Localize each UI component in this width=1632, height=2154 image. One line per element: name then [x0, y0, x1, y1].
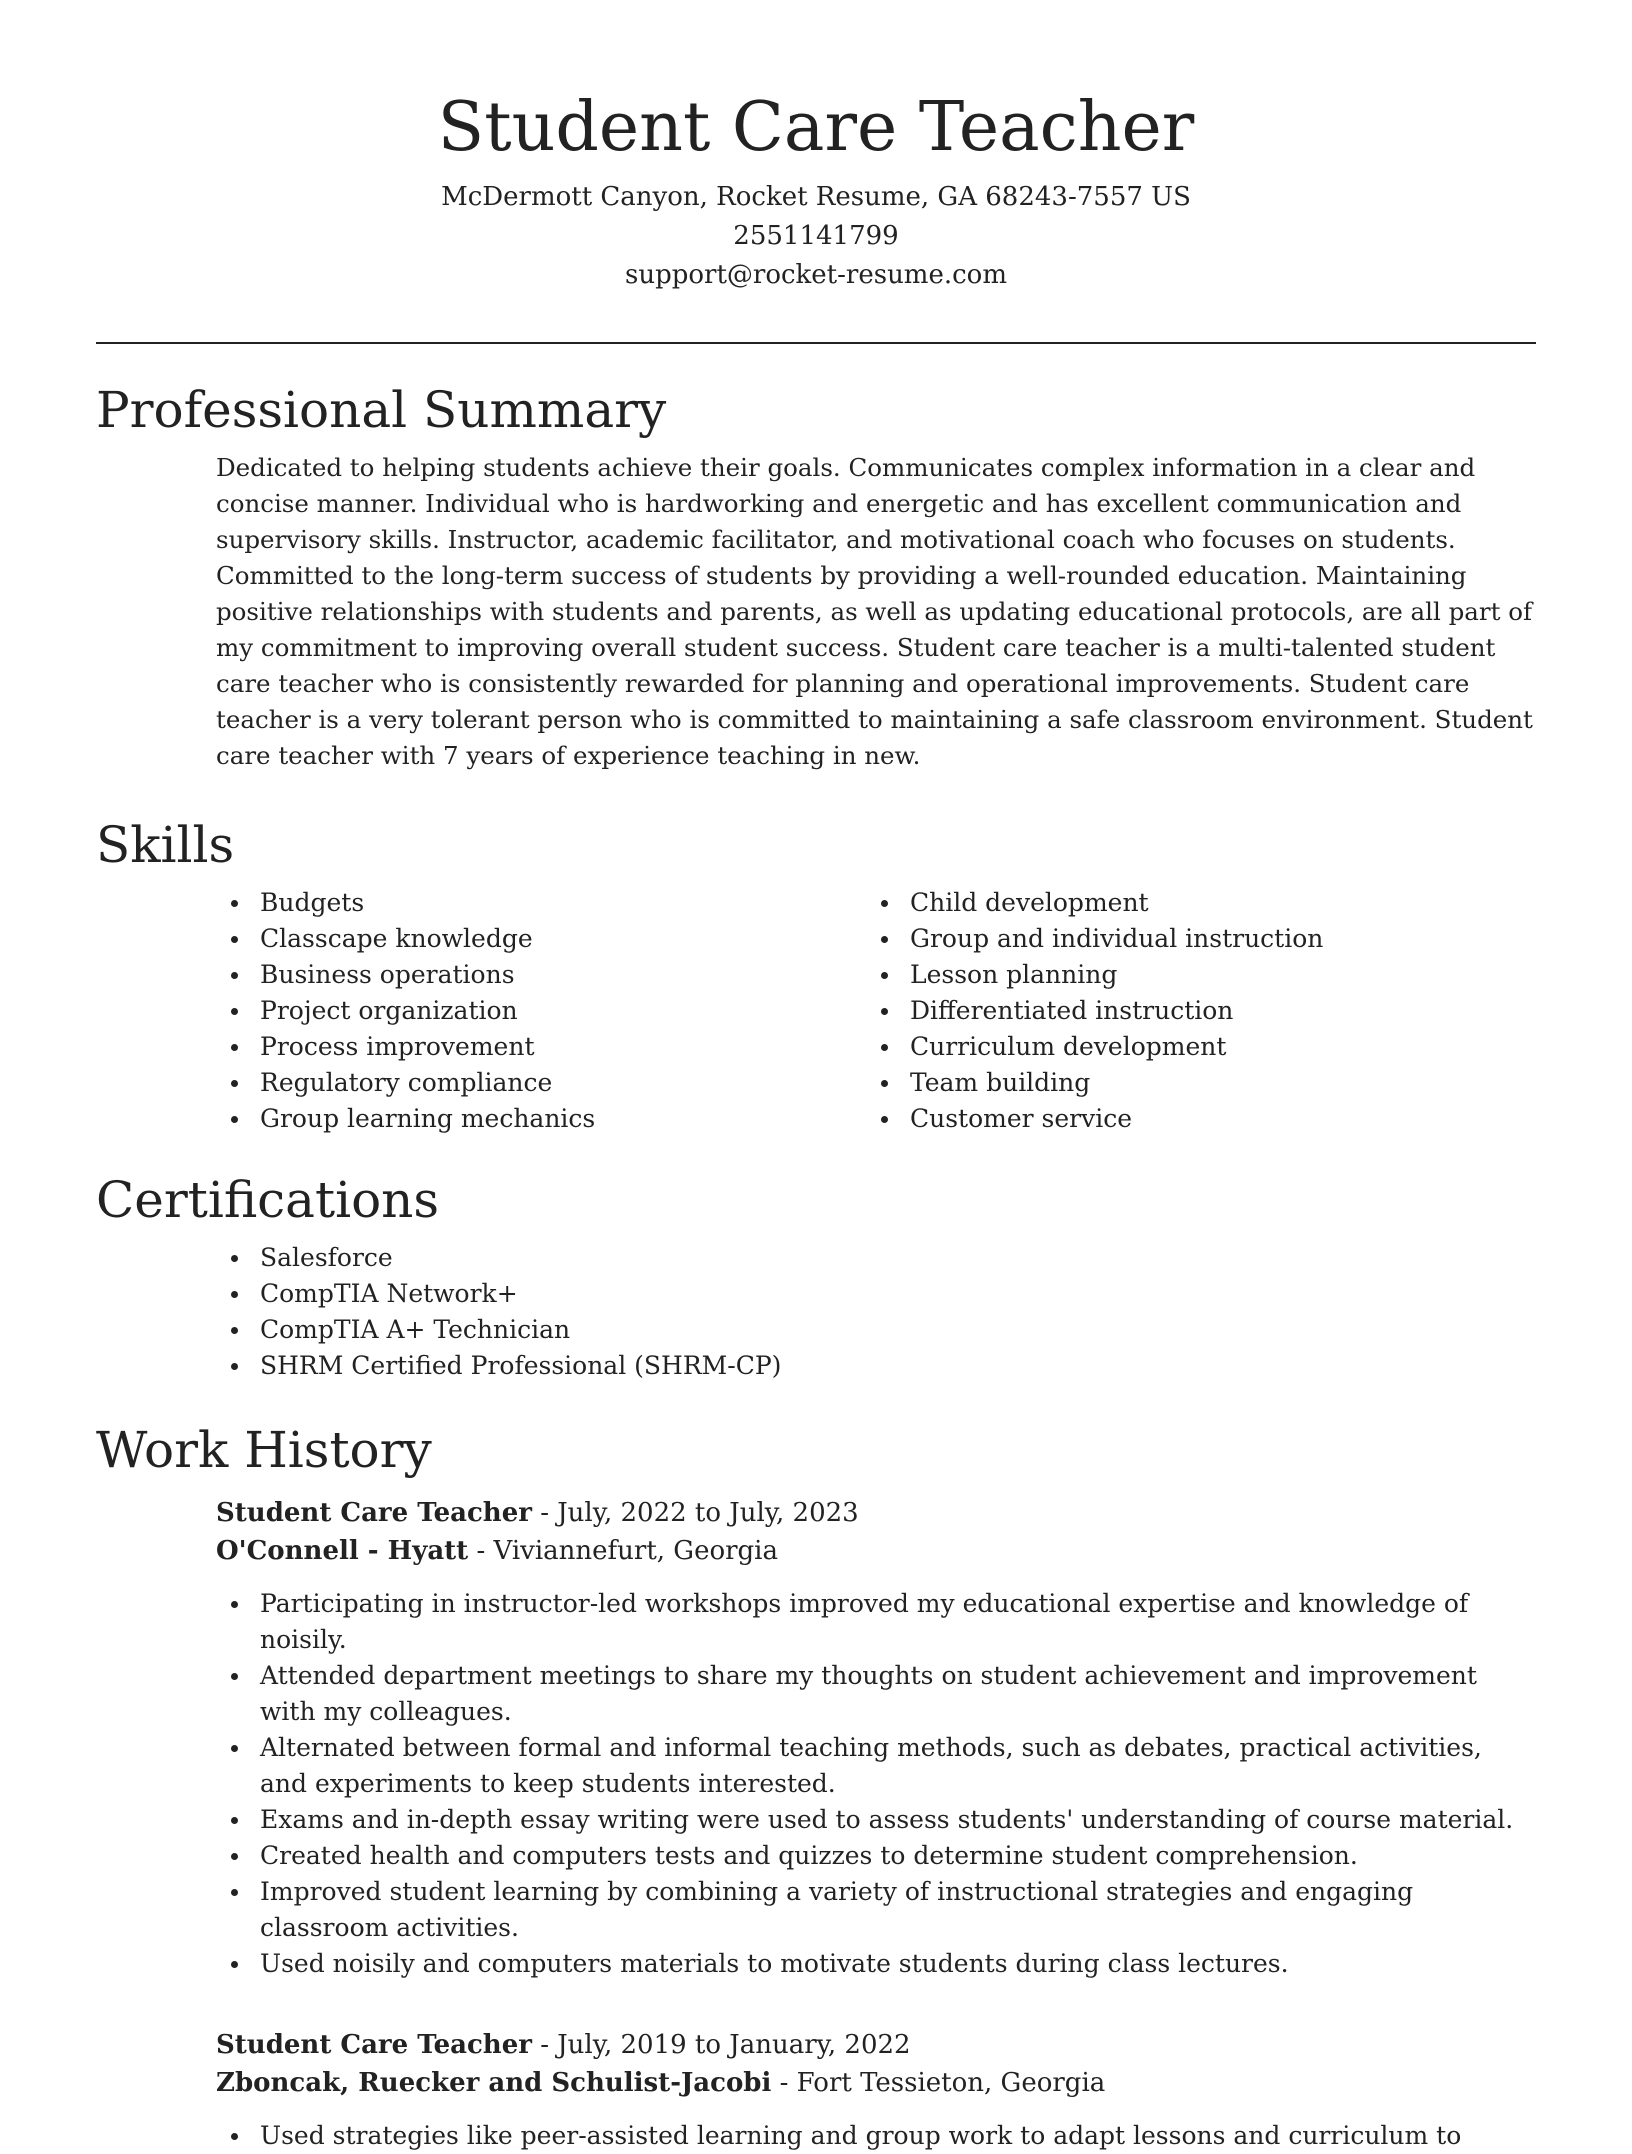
skills-list-right: [866, 885, 1516, 1137]
skills-list-left: [216, 885, 866, 1137]
skills-heading: Skills: [96, 816, 235, 874]
job-company: Zboncak, Ruecker and Schulist-Jacobi: [216, 2068, 772, 2098]
certifications-section: [96, 1170, 1536, 1384]
job-bullet: Attended department meetings to share my thoughts on student achievement and improvement with my colleagues.: [216, 1658, 1536, 1730]
job-dates: - July, 2019 to January, 2022: [531, 2030, 911, 2060]
job-title: Student Care Teacher: [216, 1498, 532, 1528]
list-item: Budgets: [216, 885, 866, 921]
job-bullet: Used noisily and computers materials to motivate students during class lectures.: [216, 1946, 1536, 1982]
list-item: Salesforce: [216, 1240, 1536, 1276]
job-bullet: Participating in instructor-led workshops improved my educational expertise and knowledge of noisily.: [216, 1586, 1536, 1658]
job-bullet: Improved student learning by combining a variety of instructional strategies and engaging classroom activities.: [216, 1874, 1536, 1946]
list-item: Curriculum development: [866, 1029, 1516, 1065]
job-company: O'Connell - Hyatt: [216, 1536, 469, 1566]
list-item: Classcape knowledge: [216, 921, 866, 957]
skills-section: [96, 815, 1536, 1137]
list-item: Lesson planning: [866, 957, 1516, 993]
skills-column-left: [216, 885, 866, 1137]
skills-column-right: [866, 885, 1516, 1137]
list-item: CompTIA Network+: [216, 1276, 1536, 1312]
work-history-section: [96, 1420, 1536, 2154]
job-company-line: [216, 1532, 1536, 1570]
list-item: Differentiated instruction: [866, 993, 1516, 1029]
summary-heading: Professional Summary: [96, 381, 667, 439]
summary-text: Dedicated to helping students achieve their goals. Communicates complex information in a clear and concise manner. Individual who is hardworking and energetic and has excellent communication and supervisory skills. Instructor, academic facilitator, and motivational coach who focuses on students. Committed to the long-term success of students by providing a well-rounded education. Maintaining positive relationships with students and parents, as well as updating educational protocols, are all part of my commitment to improving overall student success. Student care teacher is a multi-talented student care teacher who is consistently rewarded for planning and operational improvements. Student care teacher is a very tolerant person who is committed to maintaining a safe classroom environment. Student care teacher with 7 years of experience teaching in new.: [216, 453, 1533, 770]
list-item: Regulatory compliance: [216, 1065, 866, 1101]
list-item: Business operations: [216, 957, 866, 993]
job-bullet: Alternated between formal and informal teaching methods, such as debates, practical activities, and experiments to keep students interested.: [216, 1730, 1536, 1802]
skills-grid: [216, 885, 1536, 1137]
job-entry: [216, 2026, 1536, 2154]
list-item: Child development: [866, 885, 1516, 921]
job-bullets: [216, 1586, 1536, 1982]
list-item: Team building: [866, 1065, 1516, 1101]
contact-address: McDermott Canyon, Rocket Resume, GA 68243-7557 US: [441, 182, 1191, 212]
certifications-list: [216, 1240, 1536, 1384]
list-item: Group learning mechanics: [216, 1101, 866, 1137]
job-bullet: Created health and computers tests and quizzes to determine student comprehension.: [216, 1838, 1536, 1874]
jobs-list: [216, 1494, 1536, 2154]
list-item: Process improvement: [216, 1029, 866, 1065]
job-bullets: [216, 2118, 1536, 2154]
job-bullet: Used strategies like peer-assisted learning and group work to adapt lessons and curriculum to: [216, 2118, 1536, 2154]
job-entry: [216, 1494, 1536, 1982]
work-history-heading: Work History: [96, 1421, 432, 1479]
header-divider: [96, 342, 1536, 344]
list-item: Group and individual instruction: [866, 921, 1516, 957]
job-location: - Fort Tessieton, Georgia: [771, 2068, 1106, 2098]
list-item: SHRM Certified Professional (SHRM-CP): [216, 1348, 1536, 1384]
list-item: CompTIA A+ Technician: [216, 1312, 1536, 1348]
certifications-heading: Certifications: [96, 1171, 440, 1229]
job-title-line: [216, 1494, 1536, 1532]
job-bullet: Exams and in-depth essay writing were used to assess students' understanding of course material.: [216, 1802, 1536, 1838]
resume-header: [0, 0, 1632, 295]
list-item: Customer service: [866, 1101, 1516, 1137]
job-dates: - July, 2022 to July, 2023: [531, 1498, 859, 1528]
list-item: Project organization: [216, 993, 866, 1029]
job-title: Student Care Teacher: [216, 2030, 532, 2060]
certifications-body: [216, 1240, 1536, 1384]
job-location: - Viviannefurt, Georgia: [468, 1536, 778, 1566]
job-company-line: [216, 2064, 1536, 2102]
job-title-line: [216, 2026, 1536, 2064]
summary-section: [96, 380, 1536, 774]
contact-phone: 2551141799: [733, 221, 899, 251]
candidate-name: Student Care Teacher: [437, 88, 1195, 167]
contact-email: support@rocket-resume.com: [624, 260, 1007, 290]
contact-block: [0, 178, 1632, 295]
